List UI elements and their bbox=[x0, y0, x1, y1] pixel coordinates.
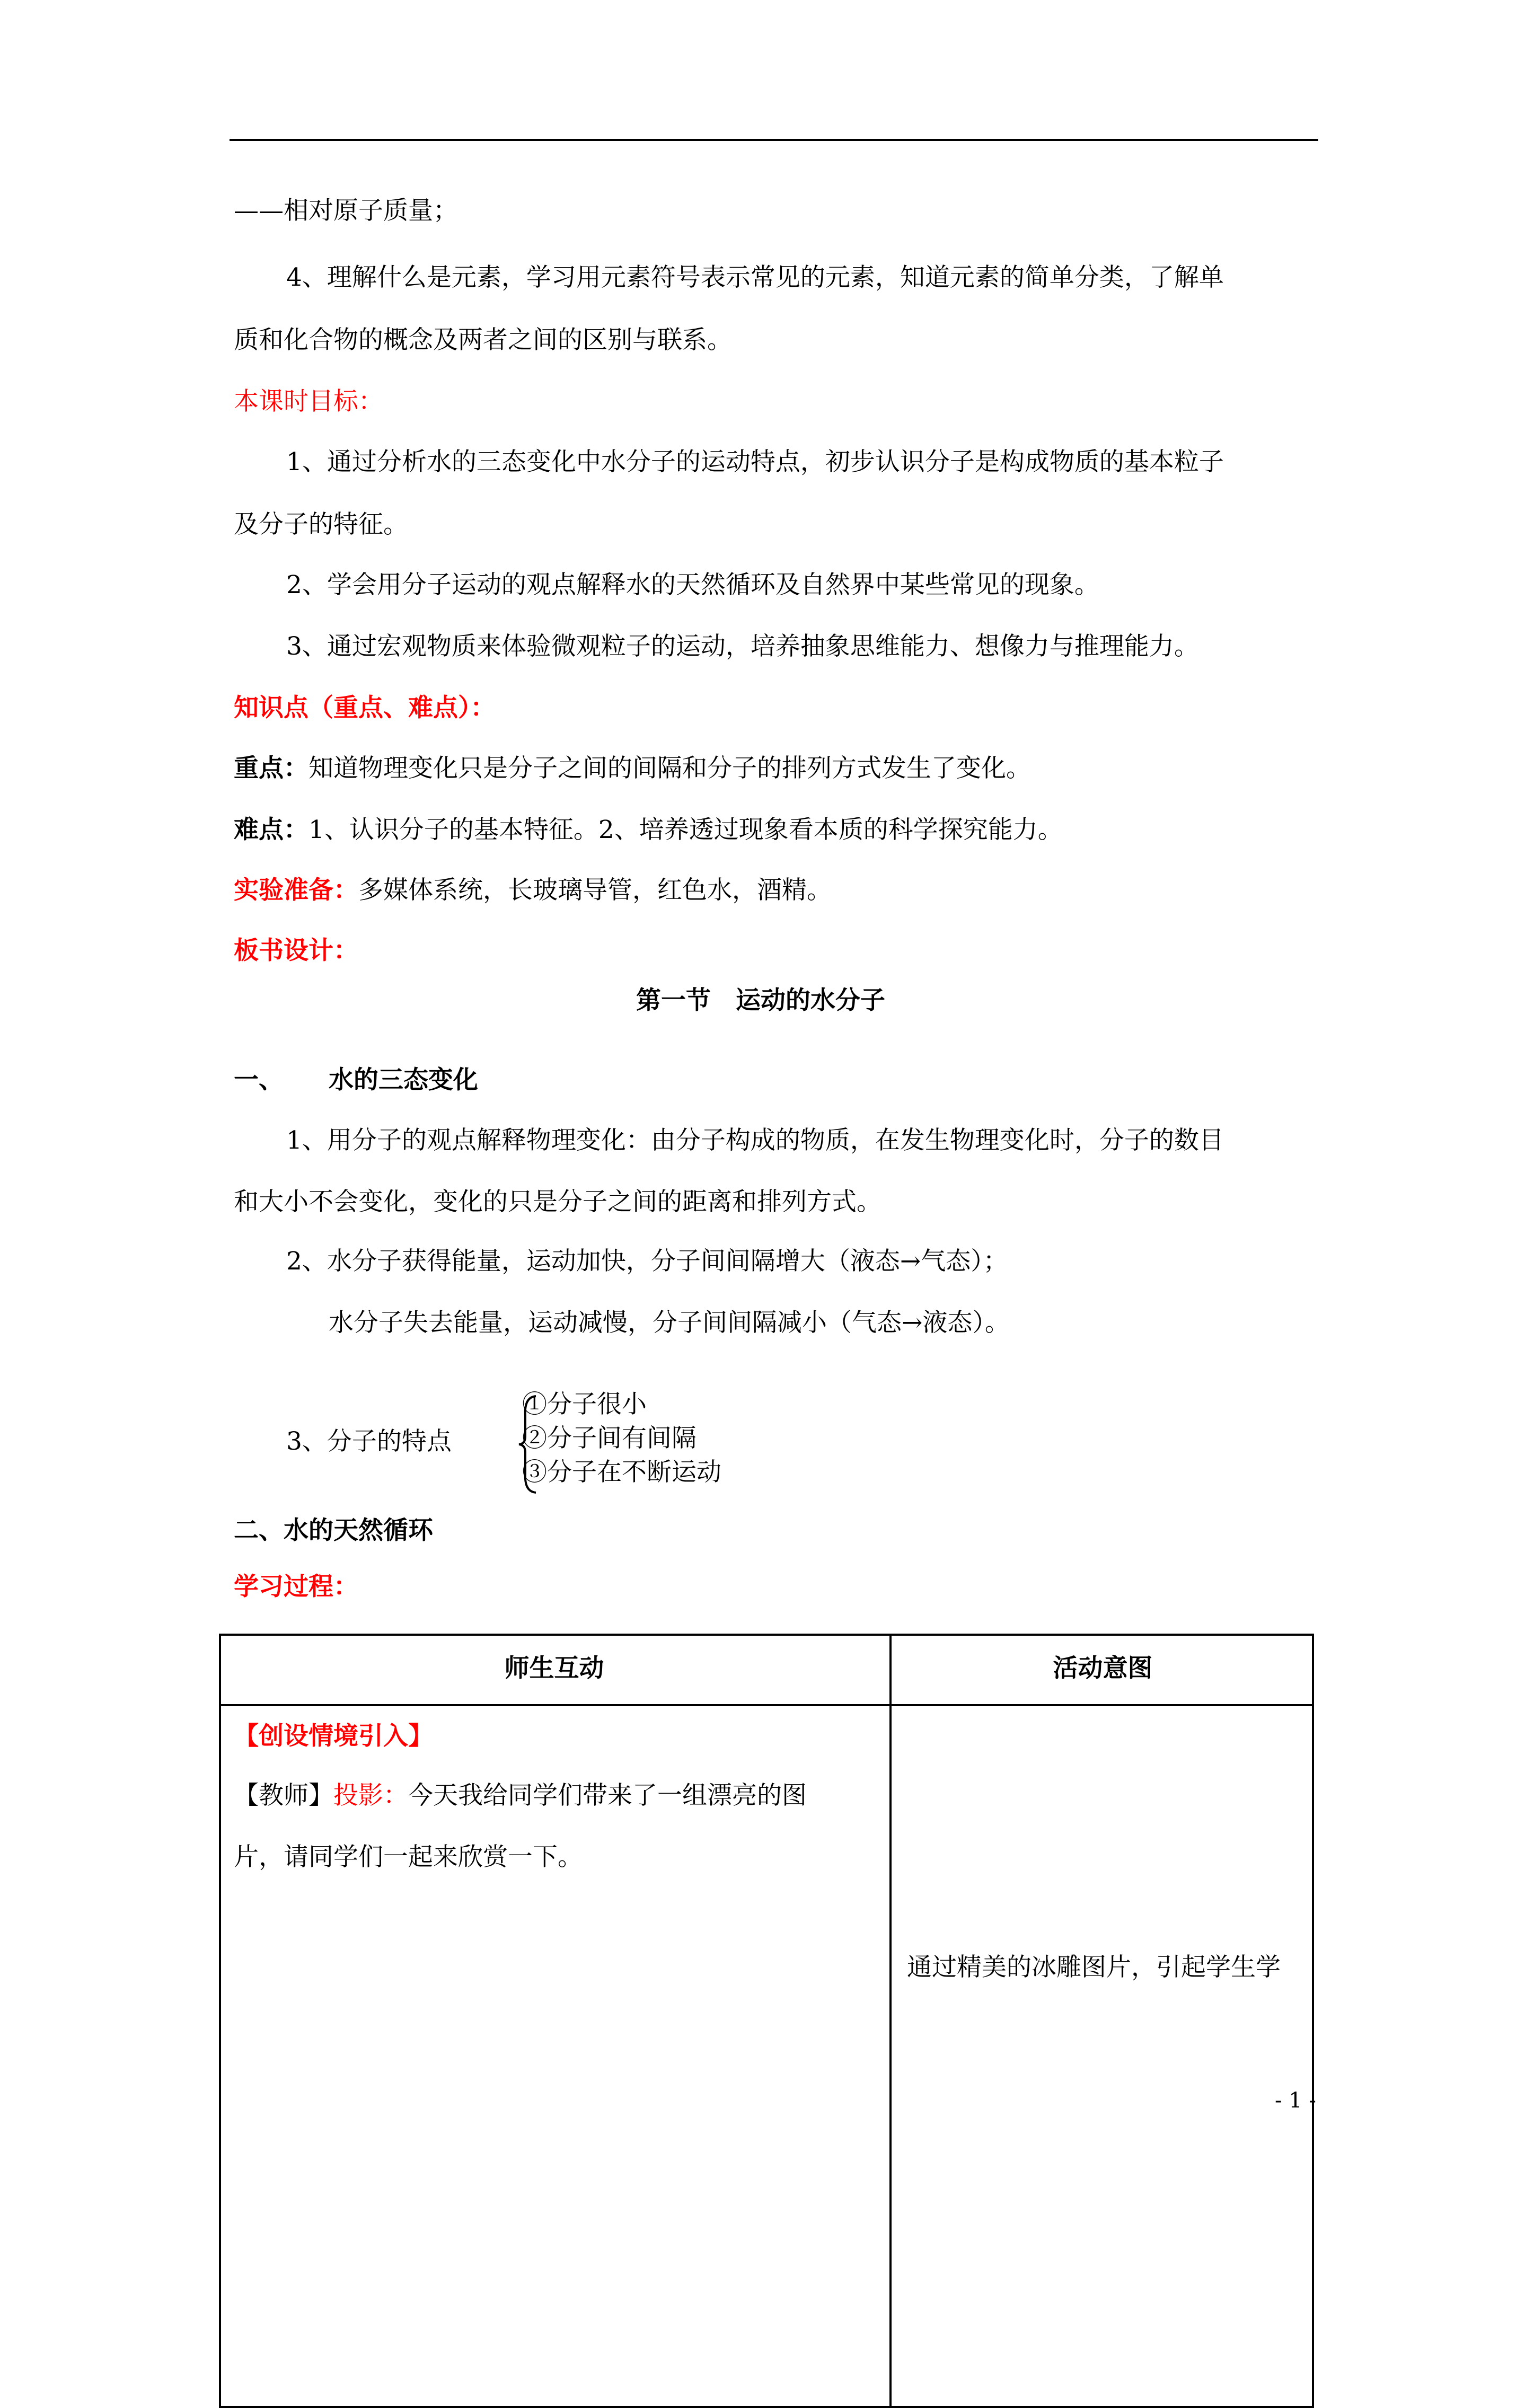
page-number: - 1 - bbox=[1275, 2088, 1316, 2113]
item4-line-2: 质和化合物的概念及两者之间的区别与联系。 bbox=[234, 325, 732, 355]
row1-text-2: 片，请同学们一起来欣赏一下。 bbox=[234, 1842, 583, 1872]
objective-2: 2、学会用分子运动的观点解释水的天然循环及自然界中某些常见的现象。 bbox=[286, 570, 1099, 599]
difficult-point-text: 1、认识分子的基本特征。2、培养透过现象看本质的科学探究能力。 bbox=[308, 815, 1063, 844]
experiment-prep-text: 多媒体系统，长玻璃导管，红色水，酒精。 bbox=[358, 876, 832, 905]
row1-teacher-line bbox=[234, 1780, 807, 1812]
section-2-title: 二、水的天然循环 bbox=[234, 1516, 433, 1545]
molecule-features-label: 3、分子的特点 bbox=[286, 1427, 452, 1456]
col-header-intent: 活动意图 bbox=[1053, 1654, 1153, 1683]
objective-3: 3、通过宏观物质来体验微观粒子的运动，培养抽象思维能力、想像力与推理能力。 bbox=[286, 632, 1199, 661]
section-1-number: 一、 bbox=[234, 1065, 284, 1095]
process-heading: 学习过程： bbox=[234, 1572, 358, 1601]
process-table bbox=[219, 1634, 1314, 2408]
row1-intent-text: 通过精美的冰雕图片，引起学生学 bbox=[907, 1953, 1281, 1982]
key-point-text: 知道物理变化只是分子之间的间隔和分子的排列方式发生了变化。 bbox=[308, 754, 1031, 783]
col-header-interaction: 师生互动 bbox=[504, 1654, 604, 1683]
header-rule bbox=[230, 139, 1318, 141]
objective-1-line-1: 1、通过分析水的三态变化中水分子的运动特点，初步认识分子是构成物质的基本粒子 bbox=[286, 447, 1224, 477]
feature-item-3: ③分子在不断运动 bbox=[522, 1458, 721, 1487]
board-title: 第一节 运动的水分子 bbox=[636, 986, 885, 1015]
point-2-line-2: 水分子失去能量，运动减慢，分子间间隔减小（气态→液态）。 bbox=[329, 1308, 1010, 1337]
feature-item-2: ②分子间有间隔 bbox=[522, 1424, 697, 1453]
experiment-prep-line bbox=[234, 875, 832, 906]
row1-teacher-label: 【教师】 bbox=[234, 1781, 333, 1810]
key-point-line bbox=[234, 753, 1031, 784]
section-1-title: 水的三态变化 bbox=[329, 1065, 478, 1095]
intro-line-1: ——相对原子质量； bbox=[234, 196, 458, 225]
difficult-point-line bbox=[234, 814, 1063, 846]
key-point-label: 重点： bbox=[234, 754, 308, 783]
table-column-divider bbox=[889, 1634, 892, 2408]
item4-line-1: 4、理解什么是元素，学习用元素符号表示常见的元素，知道元素的简单分类，了解单 bbox=[286, 263, 1224, 292]
knowledge-heading: 知识点（重点、难点）： bbox=[234, 693, 496, 722]
difficult-point-label: 难点： bbox=[234, 815, 308, 844]
board-heading: 板书设计： bbox=[234, 936, 358, 965]
row1-text-1: 今天我给同学们带来了一组漂亮的图 bbox=[408, 1781, 807, 1810]
point-2-line-1: 2、水分子获得能量，运动加快，分子间间隔增大（液态→气态）； bbox=[286, 1247, 1008, 1276]
objectives-heading: 本课时目标： bbox=[234, 387, 383, 416]
feature-item-1: ①分子很小 bbox=[522, 1390, 647, 1419]
point-1-line-1: 1、用分子的观点解释物理变化：由分子构成的物质，在发生物理变化时，分子的数目 bbox=[286, 1126, 1224, 1155]
experiment-prep-label: 实验准备： bbox=[234, 876, 358, 905]
row1-projection-label: 投影： bbox=[333, 1781, 408, 1810]
point-1-line-2: 和大小不会变化，变化的只是分子之间的距离和排列方式。 bbox=[234, 1187, 881, 1216]
row1-title: 【创设情境引入】 bbox=[234, 1722, 433, 1751]
table-header-divider bbox=[219, 1704, 1314, 1706]
objective-1-line-2: 及分子的特征。 bbox=[234, 510, 408, 539]
